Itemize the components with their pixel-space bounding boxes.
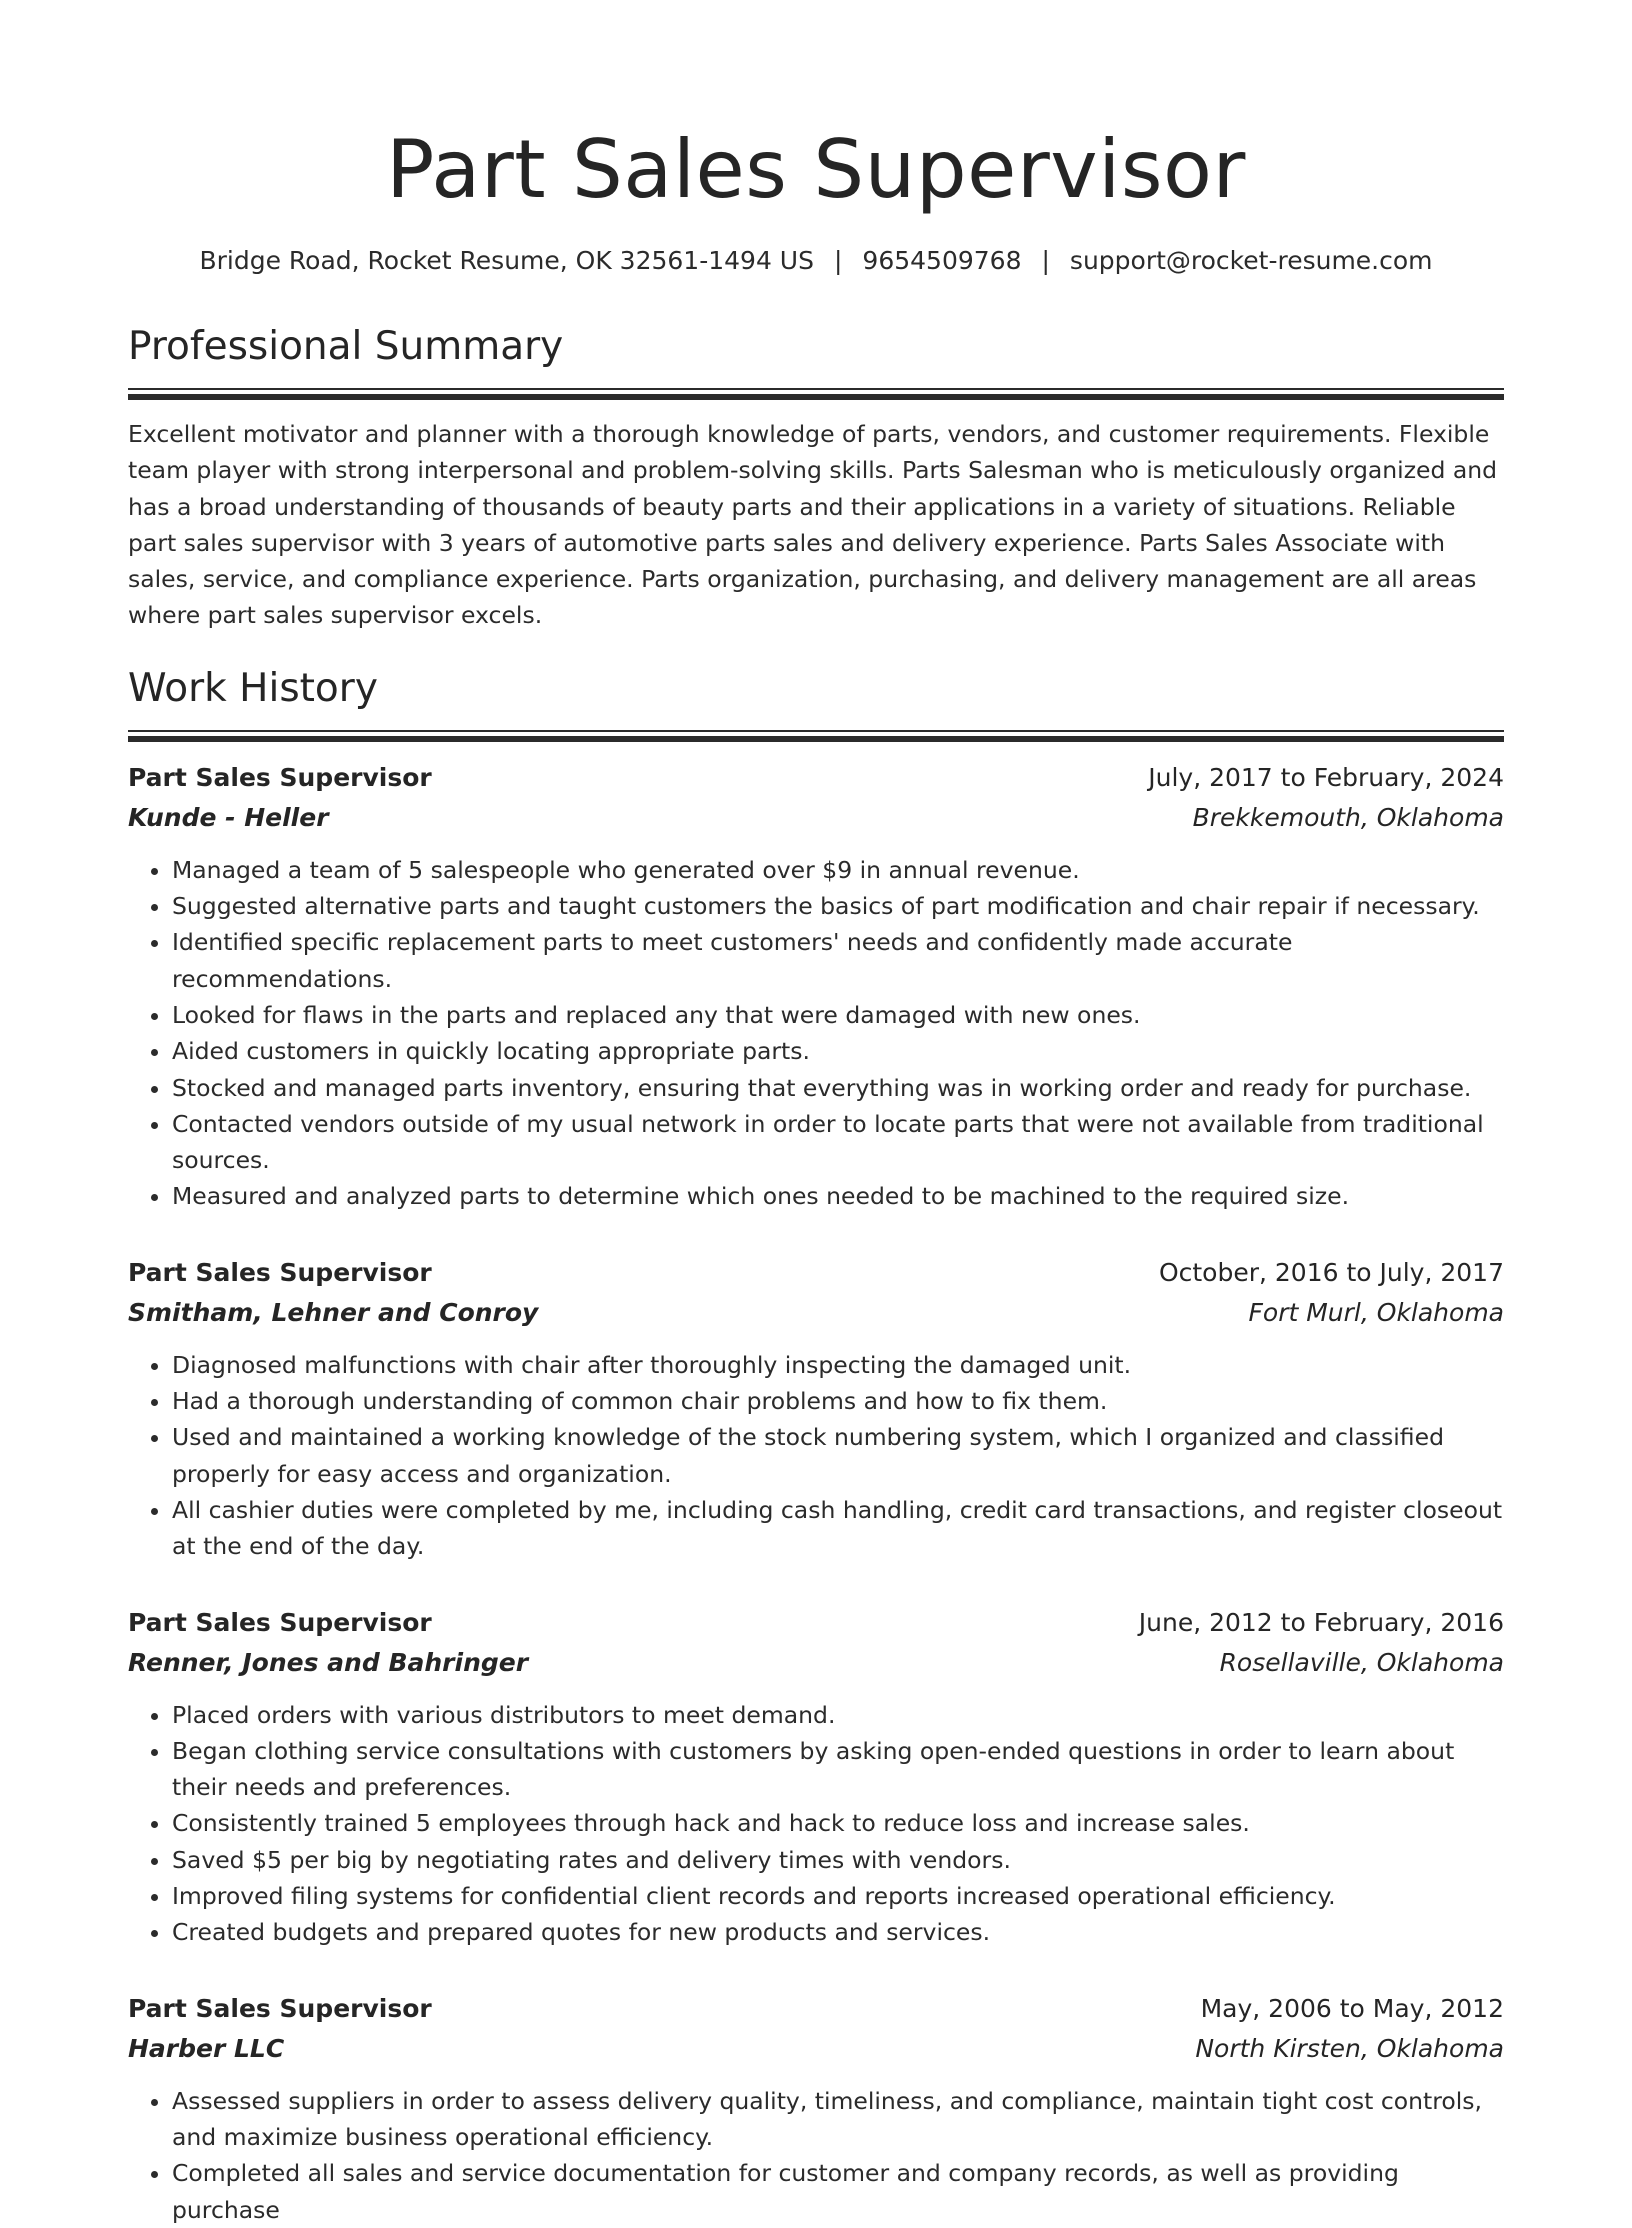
resume-page [128,0,1504,2228]
contact-address: Bridge Road, Rocket Resume, OK 32561-1494 US [199,246,814,275]
job-entry [128,1603,1504,1951]
job-duty-item: • Managed a team of 5 salespeople who generated over $9 in annual revenue. [172,852,1504,888]
section-divider [128,730,1504,732]
job-duty-item: • All cashier duties were completed by me, including cash handling, credit card transactions, and register closeout at the end of the day. [172,1492,1504,1565]
job-duty-item: • Used and maintained a working knowledge of the stock numbering system, which I organized and classified properly for easy access and organization. [172,1419,1504,1492]
job-duty-item: • Placed orders with various distributors to meet demand. [172,1697,1504,1733]
job-duty-item: • Assessed suppliers in order to assess delivery quality, timeliness, and compliance, maintain tight cost controls, and maximize business operational efficiency. [172,2083,1504,2156]
job-duty-item: • Improved filing systems for confidential client records and reports increased operational efficiency. [172,1878,1504,1914]
job-dates: July, 2017 to February, 2024 [1148,762,1504,792]
job-dates: May, 2006 to May, 2012 [1200,1993,1504,2023]
job-company: Kunde - Heller [128,802,329,832]
contact-email: support@rocket-resume.com [1069,246,1433,275]
job-duties-list [128,2083,1504,2228]
summary-section [128,322,1504,634]
job-company-row [128,1643,1504,1683]
job-title: Part Sales Supervisor [128,1607,432,1637]
job-duty-item: • Began clothing service consultations with customers by asking open-ended questions in order to learn about their needs and preferences. [172,1733,1504,1806]
job-dates: October, 2016 to July, 2017 [1158,1257,1504,1287]
job-duty-item: • Consistently trained 5 employees through hack and hack to reduce loss and increase sales. [172,1805,1504,1841]
job-duty-item: • Aided customers in quickly locating appropriate parts. [172,1033,1504,1069]
job-location: Brekkemouth, Oklahoma [1192,802,1504,832]
job-entry [128,1253,1504,1565]
job-duty-item: • Looked for flaws in the parts and replaced any that were damaged with new ones. [172,997,1504,1033]
job-duty-item: • Contacted vendors outside of my usual network in order to locate parts that were not available from traditional sources. [172,1106,1504,1179]
job-company: Harber LLC [128,2033,285,2063]
work-history-heading: Work History [128,665,378,711]
job-duty-item: • Measured and analyzed parts to determine which ones needed to be machined to the required size. [172,1178,1504,1214]
job-list [128,758,1504,2228]
job-duty-item: • Saved $5 per big by negotiating rates and delivery times with vendors. [172,1842,1504,1878]
contact-phone: 9654509768 [862,246,1022,275]
job-company-row [128,1293,1504,1333]
job-title-row [128,758,1504,798]
job-duty-item: • Diagnosed malfunctions with chair after thoroughly inspecting the damaged unit. [172,1347,1504,1383]
job-duty-item: • Stocked and managed parts inventory, ensuring that everything was in working order and ready for purchase. [172,1070,1504,1106]
job-company: Smitham, Lehner and Conroy [128,1297,539,1327]
job-company-row [128,2029,1504,2069]
job-entry [128,1989,1504,2228]
summary-heading: Professional Summary [128,324,564,369]
job-duties-list [128,1697,1504,1951]
job-duty-item: • Suggested alternative parts and taught customers the basics of part modification and chair repair if necessary. [172,888,1504,924]
job-duties-list [128,852,1504,1215]
job-title-row [128,1253,1504,1293]
contact-line [128,244,1504,278]
section-divider [128,388,1504,390]
job-title: Part Sales Supervisor [128,1993,432,2023]
job-location: Fort Murl, Oklahoma [1248,1297,1504,1327]
job-duties-list [128,1347,1504,1565]
job-dates: June, 2012 to February, 2016 [1138,1607,1504,1637]
job-entry [128,758,1504,1215]
contact-separator: | [833,246,843,275]
job-duty-item: • Completed all sales and service documentation for customer and company records, as well as providing purchase [172,2155,1504,2228]
job-duty-item: • Identified specific replacement parts to meet customers' needs and confidently made accurate recommendations. [172,924,1504,997]
job-location: Rosellaville, Oklahoma [1219,1647,1504,1677]
job-company: Renner, Jones and Bahringer [128,1647,529,1677]
job-title: Part Sales Supervisor [128,762,432,792]
job-location: North Kirsten, Oklahoma [1195,2033,1504,2063]
summary-text: Excellent motivator and planner with a thorough knowledge of parts, vendors, and customer requirements. Flexible team player with strong interpersonal and problem-solving skills. Parts Salesman who is meticulously organized and has a broad understanding of thousands of beauty parts and their applications in a variety of situations. Reliable part sales supervisor with 3 years of automotive parts sales and delivery experience. Parts Sales Associate with sales, service, and compliance experience. Parts organization, purchasing, and delivery management are all areas where part sales supervisor excels. [128,420,1498,630]
contact-separator: | [1041,246,1050,275]
job-title-row [128,1603,1504,1643]
job-duty-item: • Created budgets and prepared quotes for new products and services. [172,1914,1504,1950]
job-title-row [128,1989,1504,2029]
work-history-section [128,664,1504,2228]
job-duty-item: • Had a thorough understanding of common chair problems and how to fix them. [172,1383,1504,1419]
resume-name: Part Sales Supervisor [386,123,1246,216]
job-company-row [128,798,1504,838]
job-title: Part Sales Supervisor [128,1257,432,1287]
